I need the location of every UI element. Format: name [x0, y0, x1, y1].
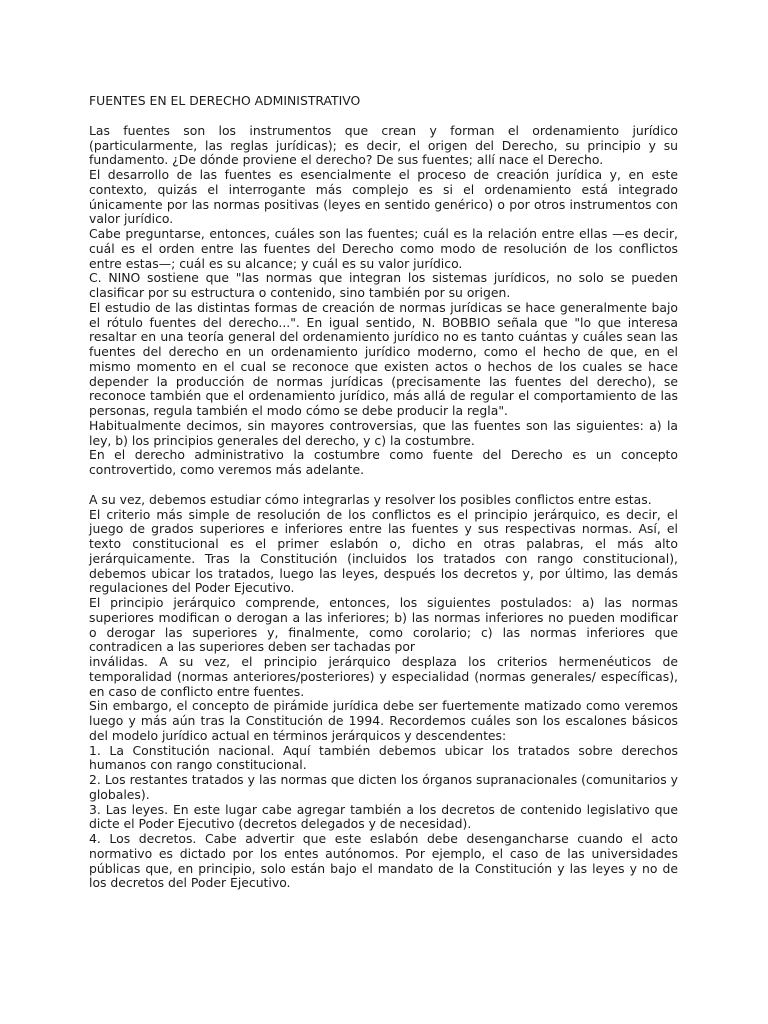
list-item-decretos: 4. Los decretos. Cabe advertir que este eslabón debe desengancharse cuando el acto normativo es dictado por los entes autónomos. Por ejemplo, el caso de las universidades públicas que, en principio, solo están bajo el mandato de la Constitución y las leyes y no de los decretos del Poder Ejecutivo. — [89, 831, 678, 891]
paragraph-costumbre: En el derecho administrativo la costumbre como fuente del Derecho es un concepto controvertido, como veremos más adelante. — [89, 447, 678, 477]
paragraph-fuentes-definicion: Las fuentes son los instrumentos que crean y forman el ordenamiento jurídico (particularmente, las reglas jurídicas); es decir, el origen del Derecho, su principio y su fundamento. ¿De dónde proviene el derecho? De sus fuentes; allí nace el Derecho. — [89, 122, 678, 168]
paragraph-preguntas-fuentes: Cabe preguntarse, entonces, cuáles son las fuentes; cuál es la relación entre ellas —es decir, cuál es el orden entre las fuentes del Derecho como modo de resolución de los conflictos entre estas—; cuál es su alcance; y cuál es su valor jurídico. — [89, 226, 678, 271]
list-item-tratados: 2. Los restantes tratados y las normas que dicten los órganos supranacionales (comunitarios y globales). — [89, 772, 678, 802]
paragraph-desarrollo-fuentes: El desarrollo de las fuentes es esencialmente el proceso de creación jurídica y, en este contexto, quizás el interrogante más complejo es si el ordenamiento está integrado únicamente por las normas positivas (leyes en sentido genérico) o por otros instrumentos con valor jurídico. — [89, 167, 678, 227]
paragraph-bobbio: El estudio de las distintas formas de creación de normas jurídicas se hace generalmente bajo el rótulo fuentes del derecho...". En igual sentido, N. BOBBIO señala que "lo que interesa resaltar en una teoría general del ordenamiento jurídico no es tanto cuántas y cuáles sean las fuentes del derecho en un ordenamiento jurídico moderno, como el hecho de que, en el mismo momento en el cual se reconoce que existen actos o hechos de los cuales se hace depender la producción de normas jurídicas (precisamente las fuentes del derecho), se reconoce también que el ordenamiento jurídico, más allá de regular el comportamiento de las personas, regula también el modo cómo se debe producir la regla". — [89, 299, 678, 418]
list-item-constitucion: 1. La Constitución nacional. Aquí también debemos ubicar los tratados sobre derechos humanos con rango constitucional. — [89, 742, 678, 773]
paragraph-integracion: A su vez, debemos estudiar cómo integrarlas y resolver los posibles conflictos entre estas. — [89, 491, 652, 507]
paragraph-piramide: Sin embargo, el concepto de pirámide jurídica debe ser fuertemente matizado como veremos luego y más aún tras la Constitución de 1994. Recordemos cuáles son los escalones básicos del modelo jurídico actual en términos jerárquicos y descendentes: — [89, 698, 678, 743]
paragraph-postulados: El principio jerárquico comprende, entonces, los siguientes postulados: a) las normas superiores modifican o derogan a las inferiores; b) las normas inferiores no pueden modificar o derogar las superiores y, finalmente, como corolario; c) las normas inferiores que contradicen a las superiores deben ser tachadas por — [89, 595, 678, 655]
paragraph-invalidas: inválidas. A su vez, el principio jerárquico desplaza los criterios hermenéuticos de temporalidad (normas anteriores/posteriores) y especialidad (normas generales/ específicas), en caso de conflicto entre fuentes. — [89, 654, 678, 699]
paragraph-principio-jerarquico: El criterio más simple de resolución de los conflictos es el principio jerárquico, es decir, el juego de grados superiores e inferiores entre las fuentes y sus respectivas normas. Así, el texto constitucional es el primer eslabón o, dicho en otras palabras, el más alto jerárquicamente. Tras la Constitución (incluidos los tratados con rango constitucional), debemos ubicar los tratados, luego las leyes, después los decretos y, por último, las demás regulaciones del Poder Ejecutivo. — [89, 506, 678, 596]
document-title: FUENTES EN EL DERECHO ADMINISTRATIVO — [89, 93, 361, 108]
paragraph-nino: C. NINO sostiene que "las normas que integran los sistemas jurídicos, no solo se pueden clasificar por su estructura o contenido, sino también por su origen. — [89, 270, 678, 300]
document-page — [89, 94, 678, 891]
list-item-leyes: 3. Las leyes. En este lugar cabe agregar también a los decretos de contenido legislativo que dicte el Poder Ejecutivo (decretos delegados y de necesidad). — [89, 801, 678, 832]
paragraph-fuentes-lista: Habitualmente decimos, sin mayores controversias, que las fuentes son las siguientes: a) la ley, b) los principios generales del derecho, y c) la costumbre. — [89, 417, 678, 448]
